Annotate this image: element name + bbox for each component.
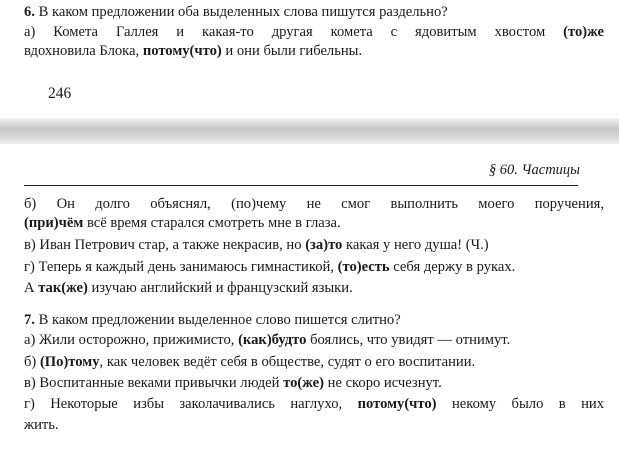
- header-rule: [24, 185, 578, 186]
- running-head: § 60. Частицы: [488, 162, 580, 178]
- q7v-text-2: не скоро исчезнут.: [323, 375, 442, 391]
- q7v-bold: то(же): [283, 375, 324, 391]
- q7-title: [24, 311, 604, 330]
- q7g-text-2: некому было в них: [436, 396, 604, 412]
- q7-option-b: [24, 353, 604, 372]
- q6b-text-2: всё время старался смотреть мне в глаза.: [83, 215, 341, 231]
- q7b-bold: (По)тому: [39, 354, 100, 370]
- q6g-text-1: г) Теперь я каждый день занимаюсь гимнастикой,: [24, 259, 338, 275]
- q7b-text-2: , как человек ведёт себя в обществе, судят о его воспитании.: [99, 354, 476, 370]
- q6a-text-1: а) Комета Галлея и какая-то другая комета с ядовитым хвостом: [24, 24, 564, 40]
- q6-option-g-line2: [24, 279, 604, 298]
- q6a-bold-2: потому(что): [142, 43, 222, 59]
- q7a-text-1: а) Жили осторожно, прижимисто,: [24, 332, 239, 348]
- q6v-bold: (за)то: [305, 237, 343, 253]
- q7g-text-1: г) Некоторые избы заколачивались наглухо,: [24, 396, 358, 412]
- q6g-bold-2: так(же): [38, 280, 88, 296]
- q6-option-a-line2: [24, 42, 604, 61]
- q6v-text-1: в) Иван Петрович стар, а также некрасив, но: [24, 237, 306, 253]
- q6-option-a-line1: [24, 23, 604, 42]
- q6b-text-1: б) Он долго объяснял, (по)чему не смог выполнить моего поручения,: [24, 196, 604, 212]
- q6-option-b-line2: [24, 214, 604, 233]
- q7-option-v: [24, 374, 604, 393]
- q6-number: 6.: [24, 4, 35, 20]
- q7-title-text: В каком предложении выделенное слово пишется слитно?: [34, 312, 401, 328]
- q7a-bold: (как)будто: [238, 332, 307, 348]
- q7a-text-2: боялись, что увидят — отнимут.: [306, 332, 511, 348]
- q6g-bold-1: (то)есть: [337, 259, 390, 275]
- q7-option-a: [24, 331, 604, 350]
- q6g-text-3: А: [24, 280, 39, 296]
- q6-option-b-line1: [24, 195, 604, 214]
- q6a-bold-1: (то)же: [563, 24, 604, 40]
- q7-option-g-line1: [24, 395, 604, 414]
- q6a-text-3: и они были гибельны.: [221, 43, 363, 59]
- q6v-text-2: какая у него душа! (Ч.): [342, 237, 489, 253]
- q6a-text-2: вдохновила Блока,: [24, 43, 143, 59]
- q7-option-g-line2: [24, 416, 604, 435]
- page-gap: [0, 118, 619, 144]
- q6-option-g-line1: [24, 258, 604, 277]
- page-number: 246: [48, 85, 72, 102]
- q7-number: 7.: [24, 312, 35, 328]
- q7g-text-3: жить.: [24, 417, 59, 433]
- q6-title: [24, 3, 604, 22]
- q7v-text-1: в) Воспитанные веками привычки людей: [24, 375, 284, 391]
- q6g-text-2: себя держу в руках.: [389, 259, 516, 275]
- q7b-text-1: б): [24, 354, 40, 370]
- q6g-text-4: изучаю английский и французский языки.: [87, 280, 353, 296]
- q6b-bold: (при)чём: [24, 215, 84, 231]
- q6-title-text: В каком предложении оба выделенных слова пишутся раздельно?: [34, 4, 448, 20]
- q6-option-v: [24, 236, 604, 255]
- q7g-bold: потому(что): [357, 396, 437, 412]
